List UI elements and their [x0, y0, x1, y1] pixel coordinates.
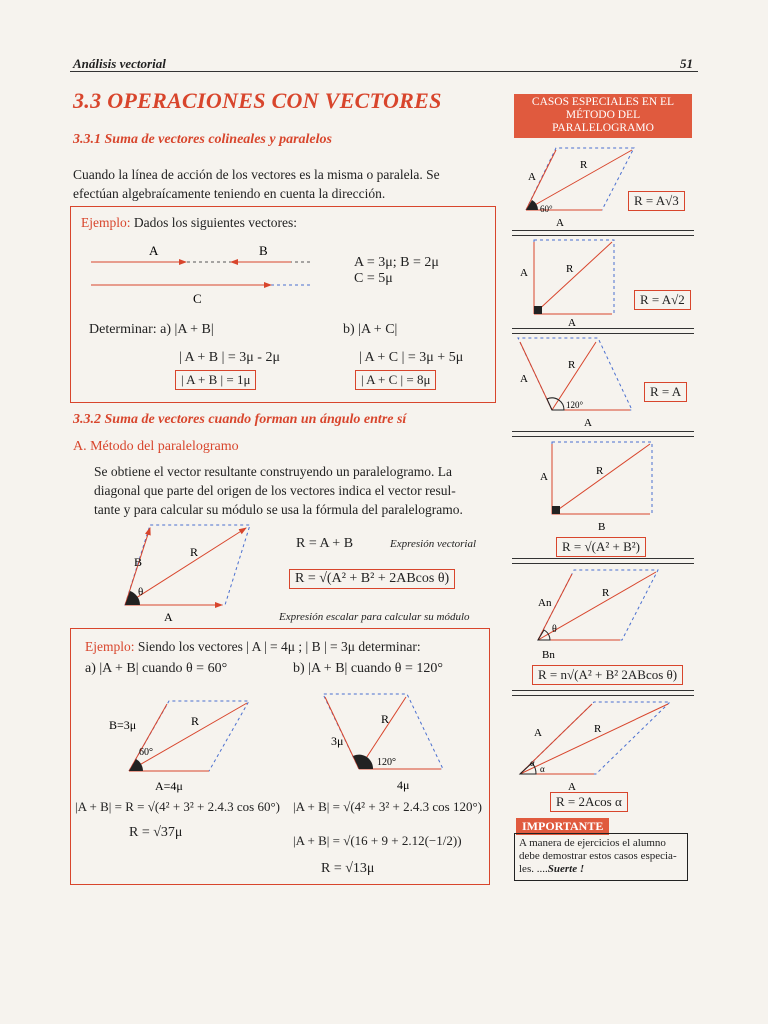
- svg-text:α: α: [530, 758, 535, 768]
- svg-text:A: A: [520, 373, 528, 385]
- fig-theta-label: θ: [138, 586, 144, 598]
- example-1-b-result: | A + C | = 8μ: [355, 370, 436, 390]
- svg-text:120°: 120°: [566, 400, 584, 410]
- example-2-part-a: a) |A + B| cuando θ = 60°: [85, 661, 228, 676]
- running-header: Análisis vectorial: [73, 56, 166, 71]
- svg-text:A: A: [568, 781, 576, 792]
- subsection-331-heading: 3.3.1 Suma de vectores colineales y paralelos: [73, 132, 332, 147]
- scalar-formula-note: Expresión escalar para calcular su módulo: [279, 611, 470, 623]
- svg-text:Bn: Bn: [542, 649, 555, 660]
- example-1-part-b: b) |A + C|: [343, 322, 398, 337]
- svg-text:An: An: [538, 597, 552, 609]
- fig2b-r-label: R: [381, 712, 390, 726]
- fig-b-label: B: [134, 555, 143, 569]
- example-1-box: [70, 206, 496, 403]
- example-2b-formula: |A + B| = √(4² + 3² + 2.4.3 cos 120°): [293, 799, 482, 814]
- svg-text:R: R: [602, 587, 610, 599]
- vector-c-label: C: [193, 291, 202, 306]
- important-box: A manera de ejercicios el alumno debe demostrar estos casos especia- les. ....Suerte !: [514, 833, 688, 881]
- svg-text:60°: 60°: [540, 204, 553, 214]
- case-n-figure: [514, 564, 694, 660]
- case-equal-figure: [514, 696, 694, 792]
- fig2b-u3-label: 3μ: [331, 734, 344, 748]
- svg-text:A: A: [568, 317, 576, 328]
- collinear-vectors-figure: [71, 237, 331, 307]
- example-2a-figure: [99, 689, 289, 799]
- special-cases-header: CASOS ESPECIALES EN EL MÉTODO DEL PARALELOGRAMO: [514, 94, 692, 138]
- example-1-a-step: | A + B | = 3μ - 2μ: [179, 350, 280, 365]
- svg-text:A: A: [520, 267, 528, 279]
- case-90-result: R = A√2: [634, 290, 691, 310]
- fig2a-angle-label: 60°: [139, 747, 153, 758]
- method-a-text: Se obtiene el vector resultante construyendo un paralelogramo. La diagonal que parte del origen de los vectores indica el vector resul- tante y para calcular su módulo se usa la fórmula del paralelogramo.: [94, 464, 463, 517]
- example-1-a-result: | A + B | = 1μ: [175, 370, 256, 390]
- example-2b-result: R = √13μ: [321, 861, 375, 876]
- vector-expression: R = A + B: [296, 536, 354, 551]
- method-a-heading: A. Método del paralelogramo: [73, 439, 239, 454]
- example-2-box: [70, 628, 490, 885]
- fig-a-label: A: [164, 610, 173, 624]
- vector-a-label: A: [149, 243, 159, 258]
- fig2a-b-label: B=3μ: [109, 718, 137, 732]
- fig2b-u4-label: 4μ: [397, 778, 410, 792]
- example-1-values: A = 3μ; B = 2μ C = 5μ: [354, 255, 439, 286]
- case-n-result: R = n√(A² + B² 2ABcos θ): [532, 665, 683, 685]
- fig-r-label: R: [190, 545, 199, 559]
- example-1-b-step: | A + C | = 3μ + 5μ: [359, 350, 464, 365]
- example-2-part-b: b) |A + B| cuando θ = 120°: [293, 661, 443, 676]
- important-tag: IMPORTANTE: [516, 818, 609, 835]
- section-title: 3.3 OPERACIONES CON VECTORES: [73, 88, 442, 113]
- svg-text:R: R: [594, 723, 602, 735]
- subsection-332-heading: 3.3.2 Suma de vectores cuando forman un ángulo entre sí: [73, 412, 407, 427]
- svg-text:θ: θ: [552, 624, 557, 635]
- header-rule: [70, 71, 698, 72]
- svg-text:B: B: [598, 521, 606, 533]
- example-2b-formula-2: |A + B| = √(16 + 9 + 2.12(−1/2)): [293, 833, 462, 848]
- example-1-intro: Ejemplo: Dados los siguientes vectores:: [81, 215, 297, 230]
- svg-text:A: A: [534, 727, 542, 739]
- case-60-result: R = A√3: [628, 191, 685, 211]
- case-120-result: R = A: [644, 382, 687, 402]
- case-ab-result: R = √(A² + B²): [556, 537, 646, 557]
- svg-text:R: R: [568, 359, 576, 371]
- example-2a-result: R = √37μ: [129, 825, 183, 840]
- example-2a-formula: |A + B| = R = √(4² + 3² + 2.4.3 cos 60°): [75, 799, 280, 814]
- example-2b-figure: [311, 689, 471, 799]
- svg-text:A: A: [584, 417, 592, 429]
- page-number: 51: [680, 56, 693, 71]
- fig2b-angle-label: 120°: [377, 757, 396, 768]
- case-equal-result: R = 2Acos α: [550, 792, 628, 812]
- subsection-331-text: Cuando la línea de acción de los vectores es la misma o paralela. Se efectúan algebraícamente teniendo en cuenta la dirección.: [73, 167, 440, 201]
- svg-text:R: R: [566, 263, 574, 275]
- svg-text:α: α: [540, 764, 545, 774]
- case-90-figure: [514, 236, 694, 328]
- svg-text:A: A: [556, 217, 564, 229]
- svg-text:R: R: [596, 465, 604, 477]
- example-2-intro: Ejemplo: Siendo los vectores | A | = 4μ ; | B | = 3μ determinar:: [85, 639, 421, 654]
- svg-text:A: A: [528, 171, 536, 183]
- vector-expression-note: Expresión vectorial: [390, 538, 477, 550]
- scalar-formula: R = √(A² + B² + 2ABcos θ): [289, 569, 455, 589]
- example-1-determine: Determinar: a) |A + B|: [89, 322, 214, 337]
- svg-text:A: A: [540, 471, 548, 483]
- case-60-figure: [514, 142, 694, 230]
- vector-b-label: B: [259, 243, 268, 258]
- svg-text:R: R: [580, 159, 588, 171]
- fig2a-r-label: R: [191, 714, 200, 728]
- case-ab-figure: [514, 436, 694, 534]
- parallelogram-figure: [100, 520, 270, 630]
- fig2a-a-label: A=4μ: [155, 779, 183, 793]
